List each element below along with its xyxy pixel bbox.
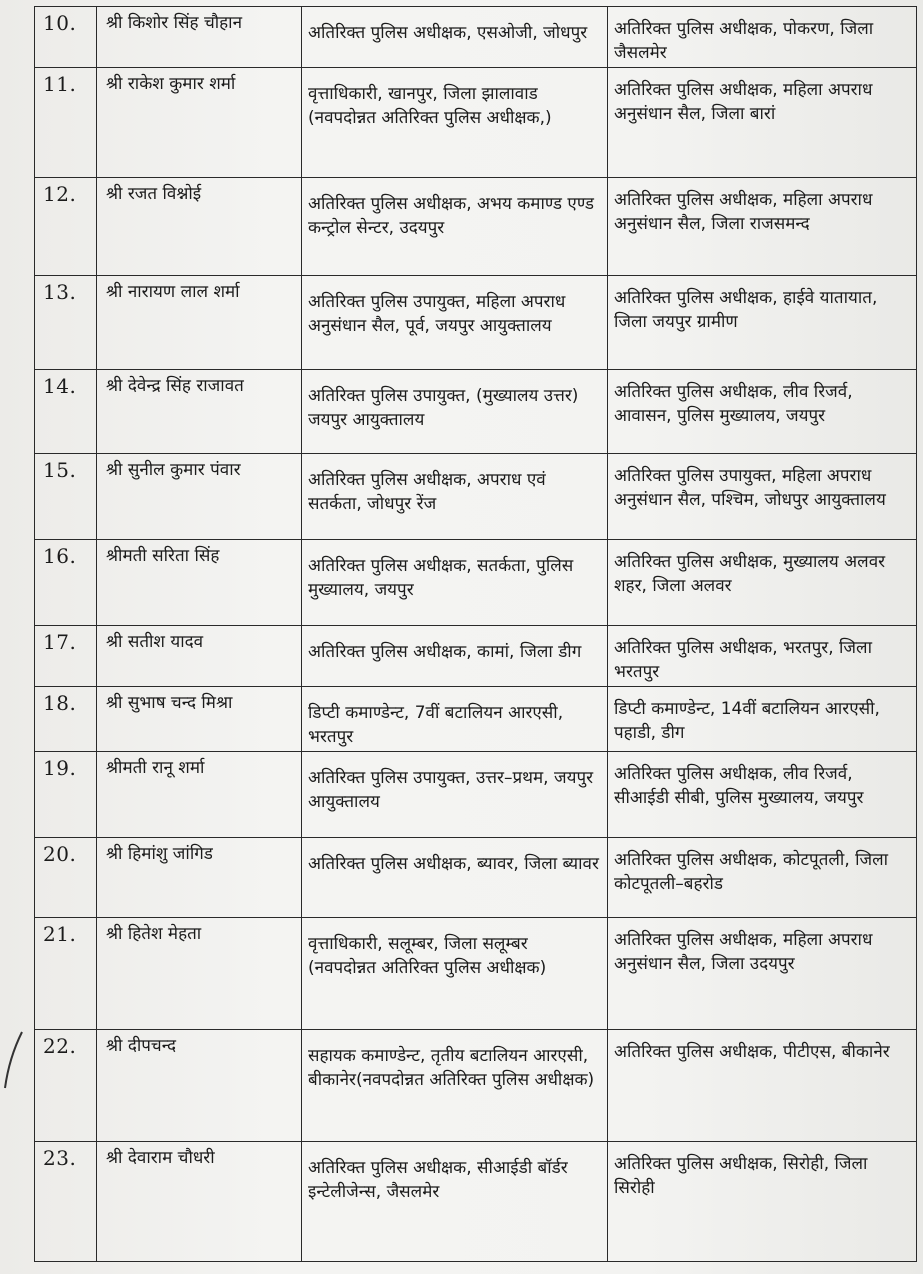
officer-name: श्री हिमांशु जांगिड [97,838,302,918]
officer-name: श्रीमती सरिता सिंह [97,540,302,626]
new-posting: अतिरिक्त पुलिस अधीक्षक, महिला अपराध अनुसंधान सैल, जिला उदयपुर [608,918,917,1030]
row-number: 16. [35,540,97,626]
new-posting: अतिरिक्त पुलिस अधीक्षक, लीव रिजर्व, सीआईडी सीबी, पुलिस मुख्यालय, जयपुर [608,752,917,838]
current-posting: अतिरिक्त पुलिस अधीक्षक, सतर्कता, पुलिस मुख्यालय, जयपुर [302,540,608,626]
officer-name: श्री नारायण लाल शर्मा [97,276,302,370]
officer-name: श्री सुभाष चन्द मिश्रा [97,687,302,752]
row-number: 21. [35,918,97,1030]
table-row [35,687,917,752]
new-posting: अतिरिक्त पुलिस अधीक्षक, भरतपुर, जिला भरतपुर [608,626,917,687]
officer-name: श्री रजत विश्नोई [97,178,302,276]
current-posting: डिप्टी कमाण्डेन्ट, 7वीं बटालियन आरएसी, भरतपुर [302,687,608,752]
new-posting: अतिरिक्त पुलिस अधीक्षक, लीव रिजर्व, आवासन, पुलिस मुख्यालय, जयपुर [608,370,917,454]
current-posting: अतिरिक्त पुलिस उपायुक्त, महिला अपराध अनुसंधान सैल, पूर्व, जयपुर आयुक्तालय [302,276,608,370]
officer-name: श्री देवेन्द्र सिंह राजावत [97,370,302,454]
officer-name: श्रीमती रानू शर्मा [97,752,302,838]
new-posting: अतिरिक्त पुलिस अधीक्षक, महिला अपराध अनुसंधान सैल, जिला बारां [608,68,917,178]
table-row [35,178,917,276]
officer-name: श्री हितेश मेहता [97,918,302,1030]
table-row [35,752,917,838]
current-posting: अतिरिक्त पुलिस उपायुक्त, (मुख्यालय उत्तर) जयपुर आयुक्तालय [302,370,608,454]
current-posting: वृत्ताधिकारी, सलूम्बर, जिला सलूम्बर (नवपदोन्नत अतिरिक्त पुलिस अधीक्षक) [302,918,608,1030]
officer-name: श्री देवाराम चौधरी [97,1142,302,1262]
table-row [35,7,917,68]
new-posting: डिप्टी कमाण्डेन्ट, 14वीं बटालियन आरएसी, पहाडी, डीग [608,687,917,752]
row-number: 22. [35,1030,97,1142]
table-row [35,1142,917,1262]
row-number: 17. [35,626,97,687]
officer-name: श्री किशोर सिंह चौहान [97,7,302,68]
new-posting: अतिरिक्त पुलिस अधीक्षक, पोकरण, जिला जैसलमेर [608,7,917,68]
row-number: 12. [35,178,97,276]
new-posting: अतिरिक्त पुलिस अधीक्षक, महिला अपराध अनुसंधान सैल, जिला राजसमन्द [608,178,917,276]
officer-name: श्री राकेश कुमार शर्मा [97,68,302,178]
current-posting: वृत्ताधिकारी, खानपुर, जिला झालावाड (नवपदोन्नत अतिरिक्त पुलिस अधीक्षक,) [302,68,608,178]
current-posting: अतिरिक्त पुलिस अधीक्षक, एसओजी, जोधपुर [302,7,608,68]
table-row [35,276,917,370]
row-number: 11. [35,68,97,178]
officer-name: श्री दीपचन्द [97,1030,302,1142]
row-number: 23. [35,1142,97,1262]
new-posting: अतिरिक्त पुलिस उपायुक्त, महिला अपराध अनुसंधान सैल, पश्चिम, जोधपुर आयुक्तालय [608,454,917,540]
table-row [35,1030,917,1142]
table-row [35,918,917,1030]
row-number: 18. [35,687,97,752]
pen-mark [2,1030,24,1090]
row-number: 13. [35,276,97,370]
current-posting: अतिरिक्त पुलिस अधीक्षक, अभय कमाण्ड एण्ड कन्ट्रोल सेन्टर, उदयपुर [302,178,608,276]
current-posting: अतिरिक्त पुलिस उपायुक्त, उत्तर–प्रथम, जयपुर आयुक्तालय [302,752,608,838]
row-number: 14. [35,370,97,454]
table-row [35,68,917,178]
current-posting: अतिरिक्त पुलिस अधीक्षक, ब्यावर, जिला ब्यावर [302,838,608,918]
new-posting: अतिरिक्त पुलिस अधीक्षक, कोटपूतली, जिला कोटपूतली–बहरोड [608,838,917,918]
new-posting: अतिरिक्त पुलिस अधीक्षक, सिरोही, जिला सिरोही [608,1142,917,1262]
table-row [35,626,917,687]
row-number: 15. [35,454,97,540]
current-posting: सहायक कमाण्डेन्ट, तृतीय बटालियन आरएसी, बीकानेर(नवपदोन्नत अतिरिक्त पुलिस अधीक्षक) [302,1030,608,1142]
officer-name: श्री सुनील कुमार पंवार [97,454,302,540]
table-row [35,454,917,540]
new-posting: अतिरिक्त पुलिस अधीक्षक, हाईवे यातायात, जिला जयपुर ग्रामीण [608,276,917,370]
table-row [35,540,917,626]
new-posting: अतिरिक्त पुलिस अधीक्षक, मुख्यालय अलवर शहर, जिला अलवर [608,540,917,626]
officer-name: श्री सतीश यादव [97,626,302,687]
row-number: 20. [35,838,97,918]
table-row [35,370,917,454]
row-number: 10. [35,7,97,68]
current-posting: अतिरिक्त पुलिस अधीक्षक, कामां, जिला डीग [302,626,608,687]
current-posting: अतिरिक्त पुलिस अधीक्षक, सीआईडी बॉर्डर इन्टेलीजेन्स, जैसलमेर [302,1142,608,1262]
new-posting: अतिरिक्त पुलिस अधीक्षक, पीटीएस, बीकानेर [608,1030,917,1142]
current-posting: अतिरिक्त पुलिस अधीक्षक, अपराध एवं सतर्कता, जोधपुर रेंज [302,454,608,540]
transfer-table [34,6,917,1262]
table-row [35,838,917,918]
row-number: 19. [35,752,97,838]
